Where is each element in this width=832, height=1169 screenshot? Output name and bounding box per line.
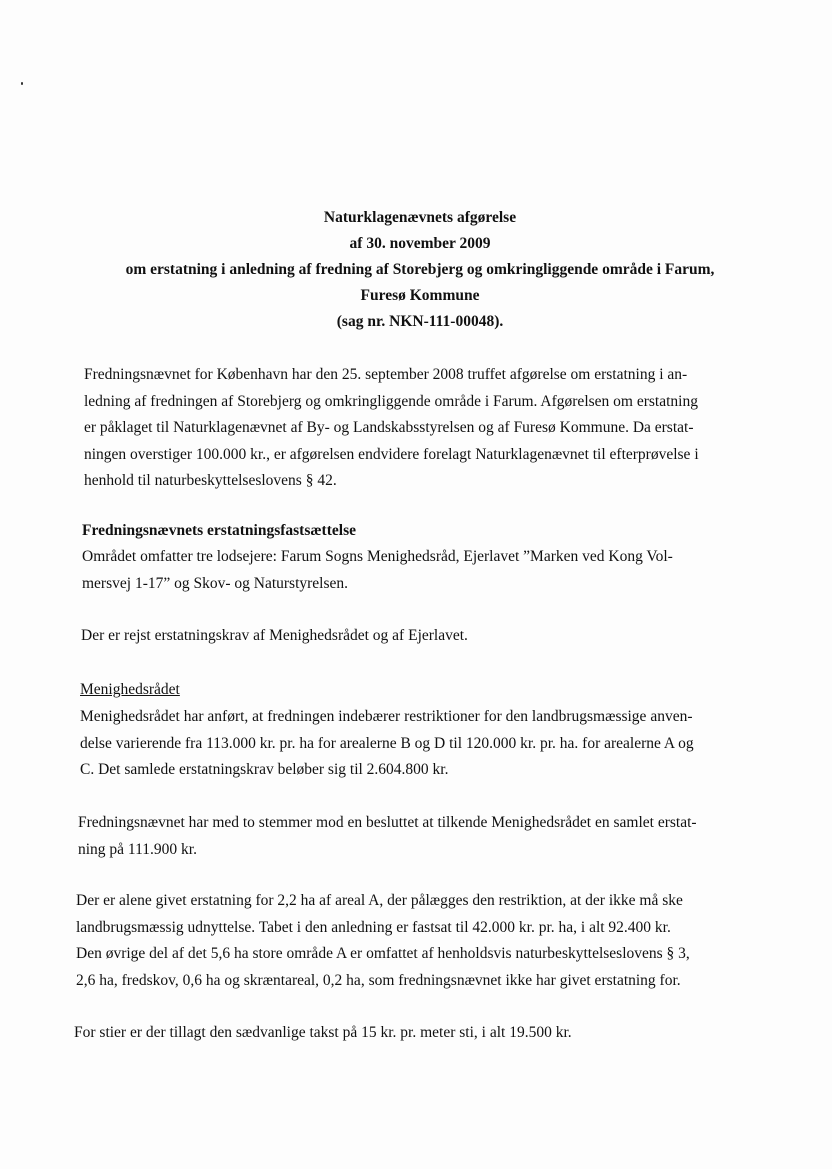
title-line-4: Furesø Kommune bbox=[360, 287, 480, 304]
decision-title bbox=[60, 205, 780, 335]
claim-line: C. Det samlede erstatningskrav beløber sig til 2.604.800 kr. bbox=[80, 761, 449, 778]
title-line-2: af 30. november 2009 bbox=[349, 235, 491, 252]
menighedsraadet-claim-paragraph bbox=[80, 704, 694, 784]
claim-line: Menighedsrådet har anført, at fredningen indebærer restriktioner for den landbrugsmæssige anven- bbox=[80, 708, 693, 725]
area-a-paragraph bbox=[76, 888, 690, 994]
claims-paragraph: Der er rejst erstatningskrav af Menighedsrådet og af Ejerlavet. bbox=[81, 627, 468, 644]
scan-speck bbox=[21, 82, 23, 85]
intro-line: henhold til naturbeskyttelseslovens § 42. bbox=[84, 472, 337, 489]
landowners-line: mersvej 1-17” og Skov- og Naturstyrelsen. bbox=[82, 574, 349, 592]
landowners-line: Området omfatter tre lodsejere: Farum Sogns Menighedsråd, Ejerlavet ”Marken ved Kong Vol- bbox=[82, 548, 673, 565]
intro-line: ledning af fredningen af Storebjerg og omkringliggende område i Farum. Afgørelsen om erstatning bbox=[84, 392, 698, 410]
intro-line: er påklaget til Naturklagenævnet af By- og Landskabsstyrelsen og af Furesø Kommune. Da erstat- bbox=[84, 419, 694, 436]
claim-line: delse varierende fra 113.000 kr. pr. ha for arealerne B og D til 120.000 kr. pr. ha. for arealerne A og bbox=[80, 734, 694, 752]
area-line: landbrugsmæssig udnyttelse. Tabet i den anledning er fastsat til 42.000 kr. pr. ha, i alt 92.400 kr. bbox=[76, 918, 671, 936]
section-heading-menighedsraadet: Menighedsrådet bbox=[80, 681, 180, 698]
title-line-1: Naturklagenævnets afgørelse bbox=[323, 209, 517, 226]
area-line: Den øvrige del af det 5,6 ha store område A er omfattet af henholdsvis naturbeskyttelseslovens § 3, bbox=[76, 945, 690, 962]
award-line: Fredningsnævnet har med to stemmer mod en besluttet at tilkende Menighedsrådet en samlet erstat- bbox=[78, 814, 697, 831]
title-line-5: (sag nr. NKN-111-00048). bbox=[336, 313, 504, 330]
area-line: 2,6 ha, fredskov, 0,6 ha og skræntareal, 0,2 ha, som fredningsnævnet ikke har givet erstatning for. bbox=[76, 971, 681, 989]
award-paragraph bbox=[78, 810, 697, 863]
award-line: ning på 111.900 kr. bbox=[78, 840, 197, 858]
title-line-3: om erstatning i anledning af fredning af Storebjerg og omkringliggende område i Farum, bbox=[125, 261, 715, 278]
section-heading-compensation: Fredningsnævnets erstatningsfastsættelse bbox=[82, 522, 356, 539]
paths-paragraph: For stier er der tillagt den sædvanlige takst på 15 kr. pr. meter sti, i alt 19.500 kr. bbox=[74, 1024, 572, 1041]
landowners-paragraph bbox=[82, 544, 673, 597]
intro-line: Fredningsnævnet for København har den 25. september 2008 truffet afgørelse om erstatning i an- bbox=[84, 366, 688, 383]
intro-line: ningen overstiger 100.000 kr., er afgørelsen endvidere forelagt Naturklagenævnet til efterprøvelse i bbox=[84, 445, 699, 463]
area-line: Der er alene givet erstatning for 2,2 ha af areal A, der pålægges den restriktion, at der ikke må ske bbox=[76, 892, 683, 909]
intro-paragraph bbox=[84, 362, 699, 495]
